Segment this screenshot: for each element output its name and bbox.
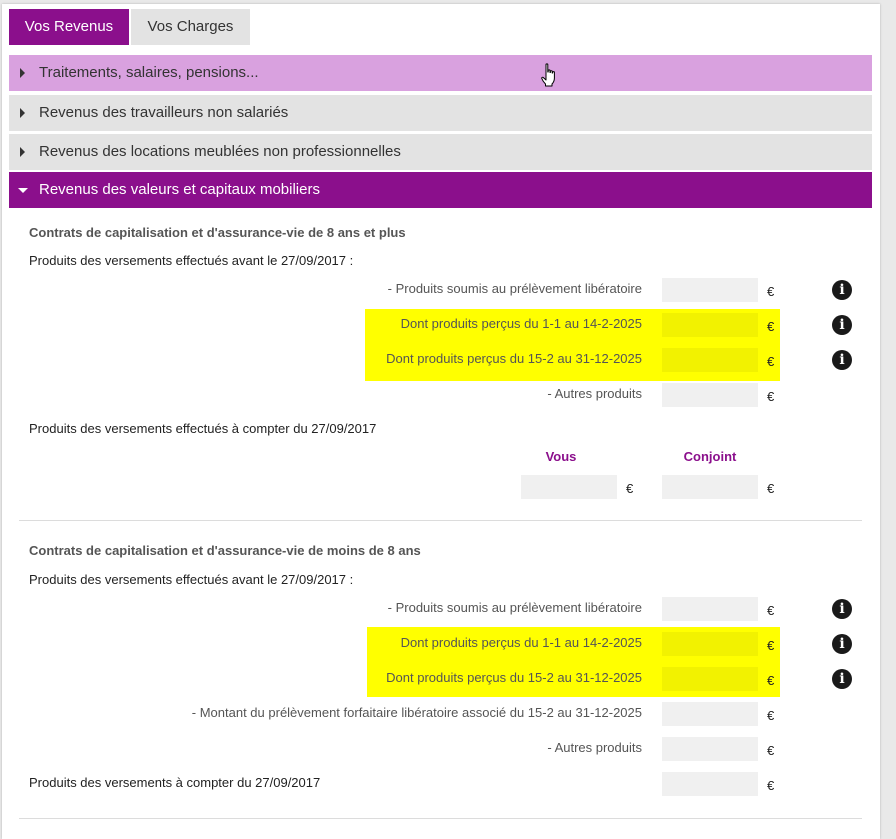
euro-symbol: €: [767, 778, 775, 793]
hand-pointer-icon: [541, 63, 559, 87]
field-label-autres-produits: - Autres produits: [547, 386, 642, 401]
euro-symbol: €: [767, 319, 775, 334]
accordion-valeurs-capitaux-mobiliers[interactable]: [9, 172, 872, 208]
field-label-produits-15-2-31-12: Dont produits perçus du 15-2 au 31-12-2025: [386, 670, 642, 685]
accordion-label: Revenus des locations meublées non professionnelles: [39, 143, 401, 160]
input-produits-1-1-14-2[interactable]: [662, 632, 758, 656]
input-versements-a-compter-2017[interactable]: [662, 772, 758, 796]
info-icon[interactable]: i: [832, 634, 852, 654]
caret-right-icon: [18, 55, 30, 91]
field-label-prelevement-liberatoire: - Produits soumis au prélèvement libératoire: [387, 600, 642, 615]
euro-symbol: €: [767, 603, 775, 618]
input-prelevement-liberatoire[interactable]: [662, 597, 758, 621]
euro-symbol: €: [767, 743, 775, 758]
section-divider: [19, 818, 862, 819]
euro-symbol: €: [767, 284, 775, 299]
euro-symbol: €: [767, 481, 775, 496]
field-label-prelevement-liberatoire: - Produits soumis au prélèvement libératoire: [387, 281, 642, 296]
subtitle-a-compter-2017: Produits des versements effectués à compter du 27/09/2017: [29, 421, 377, 436]
input-produits-15-2-31-12[interactable]: [662, 667, 758, 691]
info-icon[interactable]: i: [832, 280, 852, 300]
section-divider: [19, 520, 862, 521]
subtitle-avant-2017: Produits des versements effectués avant le 27/09/2017 :: [29, 253, 354, 268]
euro-symbol: €: [767, 638, 775, 653]
info-icon[interactable]: i: [832, 599, 852, 619]
input-produits-15-2-31-12[interactable]: [662, 348, 758, 372]
accordion-label: Revenus des travailleurs non salariés: [39, 104, 289, 121]
tab-vos-charges[interactable]: Vos Charges: [131, 9, 250, 45]
caret-down-icon: [18, 172, 30, 208]
accordion-label: Revenus des valeurs et capitaux mobiliers: [39, 181, 320, 198]
subtitle-avant-2017: Produits des versements effectués avant le 27/09/2017 :: [29, 572, 354, 587]
column-header-conjoint: Conjoint: [683, 449, 737, 464]
euro-symbol: €: [626, 481, 634, 496]
input-autres-produits[interactable]: [662, 737, 758, 761]
info-icon[interactable]: i: [832, 669, 852, 689]
field-label-produits-1-1-14-2: Dont produits perçus du 1-1 au 14-2-2025: [400, 316, 642, 331]
field-label-prelevement-forfaitaire: - Montant du prélèvement forfaitaire libératoire associé du 15-2 au 31-12-2025: [191, 705, 642, 720]
accordion-locations-meublees[interactable]: [9, 134, 872, 170]
subtitle-a-compter-2017: Produits des versements à compter du 27/09/2017: [29, 775, 321, 790]
field-label-produits-15-2-31-12: Dont produits perçus du 15-2 au 31-12-2025: [386, 351, 642, 366]
caret-right-icon: [18, 134, 30, 170]
info-icon[interactable]: i: [832, 350, 852, 370]
caret-right-icon: [18, 95, 30, 131]
input-autres-produits[interactable]: [662, 383, 758, 407]
field-label-produits-1-1-14-2: Dont produits perçus du 1-1 au 14-2-2025: [400, 635, 642, 650]
euro-symbol: €: [767, 354, 775, 369]
accordion-label: Traitements, salaires, pensions...: [39, 64, 259, 81]
input-conjoint[interactable]: [662, 475, 758, 499]
input-prelevement-liberatoire[interactable]: [662, 278, 758, 302]
input-produits-1-1-14-2[interactable]: [662, 313, 758, 337]
euro-symbol: €: [767, 389, 775, 404]
accordion-travailleurs-non-salaries[interactable]: [9, 95, 872, 131]
euro-symbol: €: [767, 673, 775, 688]
tab-vos-revenus[interactable]: Vos Revenus: [9, 9, 129, 45]
input-prelevement-forfaitaire[interactable]: [662, 702, 758, 726]
accordion-traitements-salaires[interactable]: [9, 55, 872, 91]
field-label-autres-produits: - Autres produits: [547, 740, 642, 755]
section-title-moins-de-8-ans: Contrats de capitalisation et d'assurance-vie de moins de 8 ans: [29, 543, 421, 558]
info-icon[interactable]: i: [832, 315, 852, 335]
column-header-vous: Vous: [545, 449, 577, 464]
section-title-8-ans-et-plus: Contrats de capitalisation et d'assurance-vie de 8 ans et plus: [29, 225, 406, 240]
input-vous[interactable]: [521, 475, 617, 499]
euro-symbol: €: [767, 708, 775, 723]
